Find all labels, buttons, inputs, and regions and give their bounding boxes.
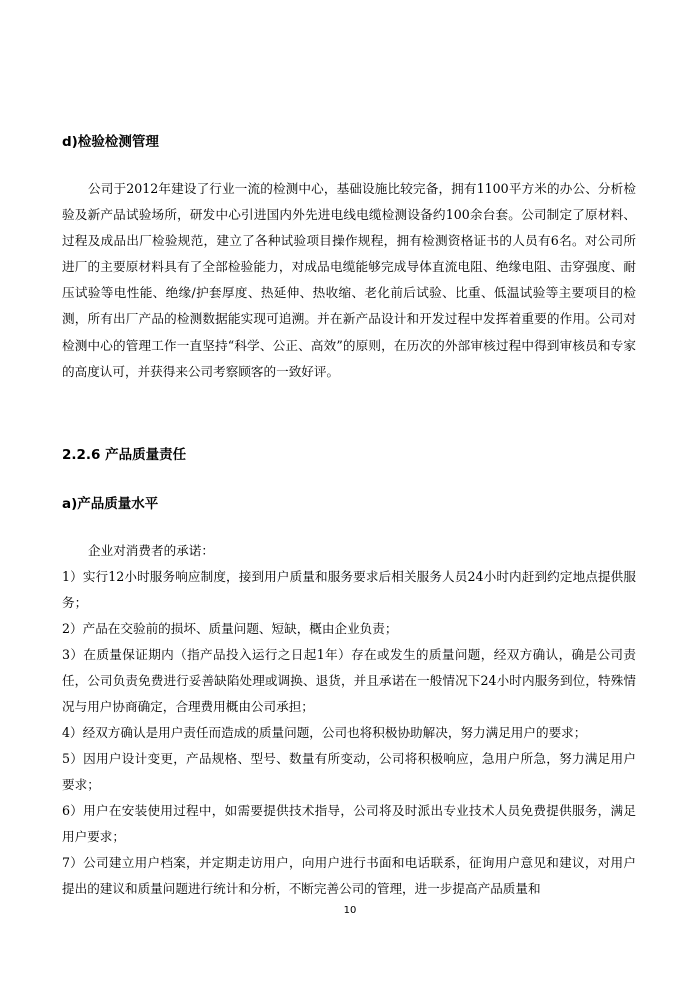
commitment-item-2: 2）产品在交验前的损坏、质量问题、短缺，概由企业负责； xyxy=(62,621,398,636)
commitment-item-3: 3）在质量保证期内（指产品投入运行之日起1年）存在或发生的质量问题，经双方确认，确是公司责任，公司负责免费进行妥善缺陷处理或调换、退货，并且承诺在一般情况下24小时内服务到位，特殊情况与用户协商确定，合理费用概由公司承担； xyxy=(62,647,636,715)
section-heading-product-quality-level: a)产品质量水平 xyxy=(62,496,159,512)
commitment-item-1: 1）实行12小时服务响应制度，接到用户质量和服务要求后相关服务人员24小时内赶到约定地点提供服务； xyxy=(62,569,636,611)
commitment-item-5: 5）因用户设计变更，产品规格、型号、数量有所变动，公司将积极响应，急用户所急，努力满足用户要求； xyxy=(62,751,636,793)
commitment-item-6: 6）用户在安装使用过程中，如需要提供技术指导，公司将及时派出专业技术人员免费提供服务，满足用户要求； xyxy=(62,803,636,845)
commitment-item-4: 4）经双方确认是用户责任而造成的质量问题，公司也将积极协助解决，努力满足用户的要求； xyxy=(62,725,587,740)
page-number: 10 xyxy=(343,905,357,916)
inspection-management-paragraph: 公司于2012年建设了行业一流的检测中心，基础设施比较完备，拥有1100平方米的办公、分析检验及新产品试验场所，研发中心引进国内外先进电线电缆检测设备约100余台套。公司制定了原材料、过程及成品出厂检验规范，建立了各种试验项目操作规程，拥有检测资格证书的人员有6名。对公司所进厂的主要原材料具有了全部检验能力，对成品电缆能够完成导体直流电阻、绝缘电阻、击穿强度、耐压试验等电性能、绝缘/护套厚度、热延伸、热收缩、老化前后试验、比重、低温试验等主要项目的检测，所有出厂产品的检测数据能实现可追溯。并在新产品设计和开发过程中发挥着重要的作用。公司对检测中心的管理工作一直坚持“科学、公正、高效”的原则，在历次的外部审核过程中得到审核员和专家的高度认可，并获得来公司考察顾客的一致好评。 xyxy=(62,181,636,379)
commitment-item-7: 7）公司建立用户档案，并定期走访用户，向用户进行书面和电话联系，征询用户意见和建议，对用户提出的建议和质量问题进行统计和分析，不断完善公司的管理，进一步提高产品质量和 xyxy=(62,855,636,897)
section-heading-product-quality-responsibility: 2.2.6 产品质量责任 xyxy=(62,447,187,463)
section-heading-inspection-management: d)检验检测管理 xyxy=(62,134,159,150)
consumer-commitment-intro: 企业对消费者的承诺： xyxy=(88,543,214,558)
